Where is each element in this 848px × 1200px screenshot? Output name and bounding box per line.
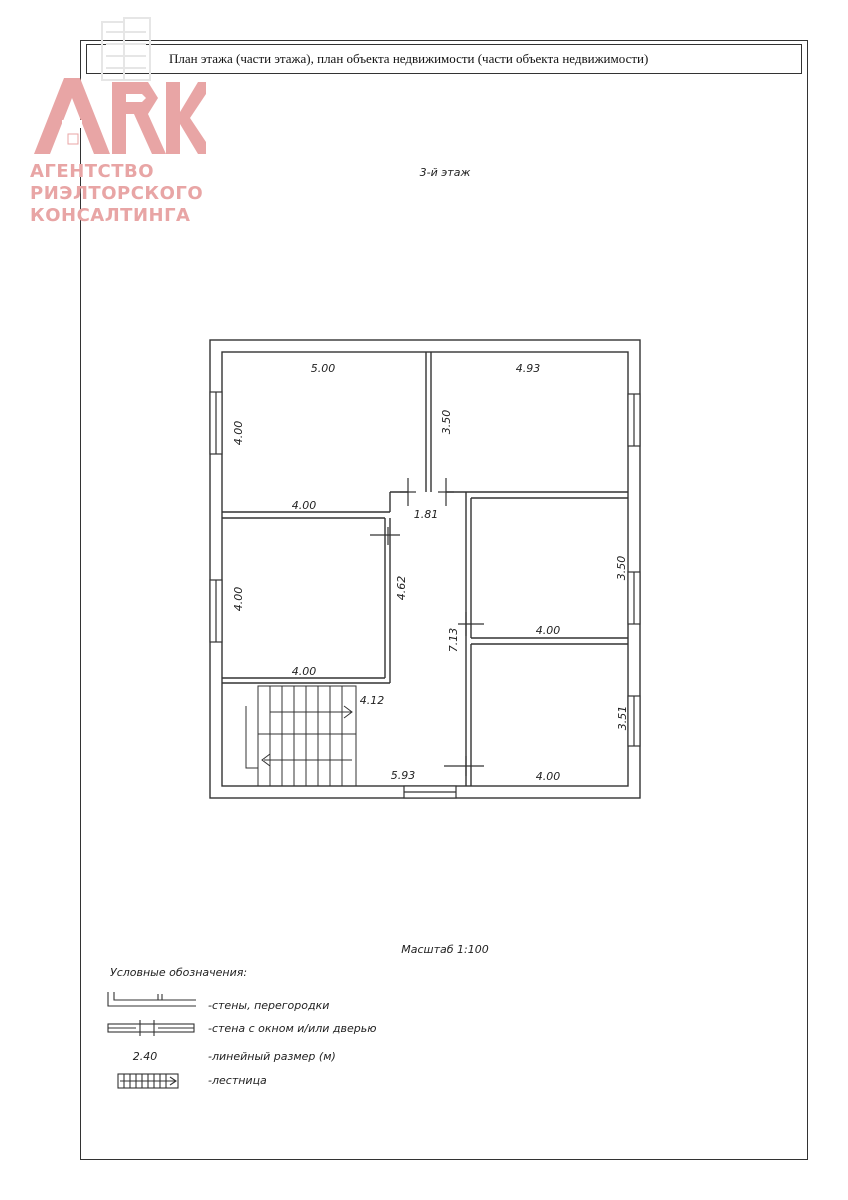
logo-line-1: АГЕНТСТВО: [30, 161, 155, 182]
legend-wall-opening: -стена с окном и/или дверью: [208, 1022, 377, 1035]
legend-dimension-sample: 2.40: [132, 1050, 158, 1063]
dim-room2-width: 4.93: [515, 362, 541, 375]
logo-line-2: РИЭЛТОРСКОГО: [30, 183, 204, 204]
dim-room1-width: 5.00: [310, 362, 336, 375]
dim-corridor-length: 4.62: [395, 575, 408, 601]
windows: [210, 392, 640, 798]
legend-dimension: -линейный размер (м): [208, 1050, 336, 1063]
legend-title: Условные обозначения:: [110, 966, 248, 979]
dim-room4-bottom: 4.00: [535, 624, 561, 637]
dim-hall-height: 7.13: [447, 627, 460, 653]
scale-label: Масштаб 1:100: [401, 943, 489, 956]
legend-stairs: -лестница: [208, 1074, 267, 1087]
sheet-title: План этажа (части этажа), план объекта недвижимости (части объекта недвижимости): [86, 44, 802, 74]
dim-room2-height: 3.50: [440, 409, 453, 435]
dim-room1-bottom: 4.00: [291, 499, 317, 512]
stairs: [246, 686, 356, 786]
dim-bottom-width: 5.93: [390, 769, 416, 782]
dim-door-width: 1.81: [413, 508, 439, 521]
dim-room3-height: 4.00: [232, 586, 245, 612]
floor-label: 3-й этаж: [419, 166, 471, 179]
dim-stair-length: 4.12: [359, 694, 385, 707]
logo-line-3: КОНСАЛТИНГА: [30, 205, 191, 226]
dim-room5-bottom: 4.00: [535, 770, 561, 783]
legend-symbols: [108, 992, 196, 1088]
dim-room4-height: 3.50: [615, 555, 628, 581]
dim-room5-height: 3.51: [616, 705, 629, 731]
legend-walls: -стены, перегородки: [208, 999, 330, 1012]
dim-room3-bottom: 4.00: [291, 665, 317, 678]
dim-room1-height: 4.00: [232, 420, 245, 446]
